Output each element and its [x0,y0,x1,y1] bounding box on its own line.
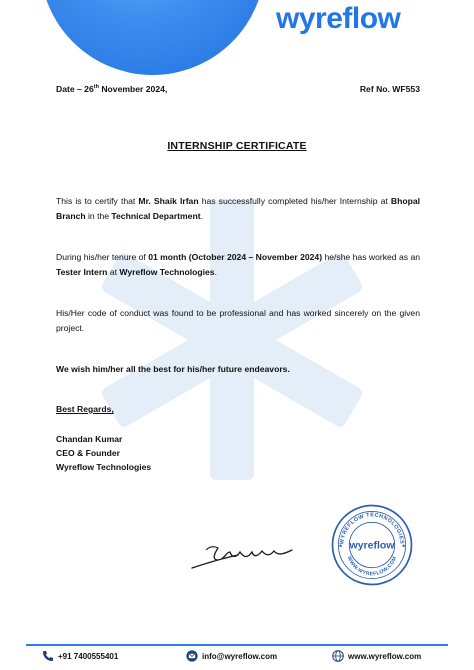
tenure-paragraph: During his/her tenure of 01 month (October 2024 – November 2024) he/she has worked as an Tester Intern at Wyreflow Technologies. [56,252,420,277]
company-seal [330,503,414,587]
issue-date: Date – 26th November 2024, [56,84,168,94]
signatory-company: Wyreflow Technologies [56,462,152,472]
handwritten-signature [188,538,300,574]
footer-divider [26,644,448,646]
signatory-name: Chandan Kumar [56,434,123,444]
signatory-designation: CEO & Founder [56,448,120,458]
signatory-block [56,432,151,474]
svg-text:WWW.WYREFLOW.COM: WWW.WYREFLOW.COM [345,555,399,578]
certify-paragraph: This is to certify that Mr. Shaik Irfan has successfully completed his/her Internship at Bhopal Branch in the Technical Department. [56,196,420,221]
phone-icon [42,650,54,662]
company-logo: wyreflow [276,2,401,35]
certificate-title: INTERNSHIP CERTIFICATE [167,140,307,152]
footer-email[interactable]: info@wyreflow.com [186,650,277,662]
globe-icon [332,650,344,662]
header-decoration [40,0,265,75]
svg-text:★: ★ [401,543,406,550]
footer-phone: +91 7400555401 [42,650,118,662]
wishes-paragraph: We wish him/her all the best for his/her future endeavors. [56,364,290,374]
date-ref-row [56,84,420,94]
footer-website[interactable]: www.wyreflow.com [332,650,421,662]
svg-text:★: ★ [338,543,343,550]
mail-icon [186,650,198,662]
svg-text:WYREFLOW TECHNOLOGIES: WYREFLOW TECHNOLOGIES [339,512,405,545]
reference-number: Ref No. WF553 [359,84,420,94]
best-regards: Best Regards, [56,404,114,414]
svg-text:wyreflow: wyreflow [349,539,395,552]
conduct-paragraph: His/Her code of conduct was found to be professional and has worked sincerely on the given project. [56,308,420,333]
